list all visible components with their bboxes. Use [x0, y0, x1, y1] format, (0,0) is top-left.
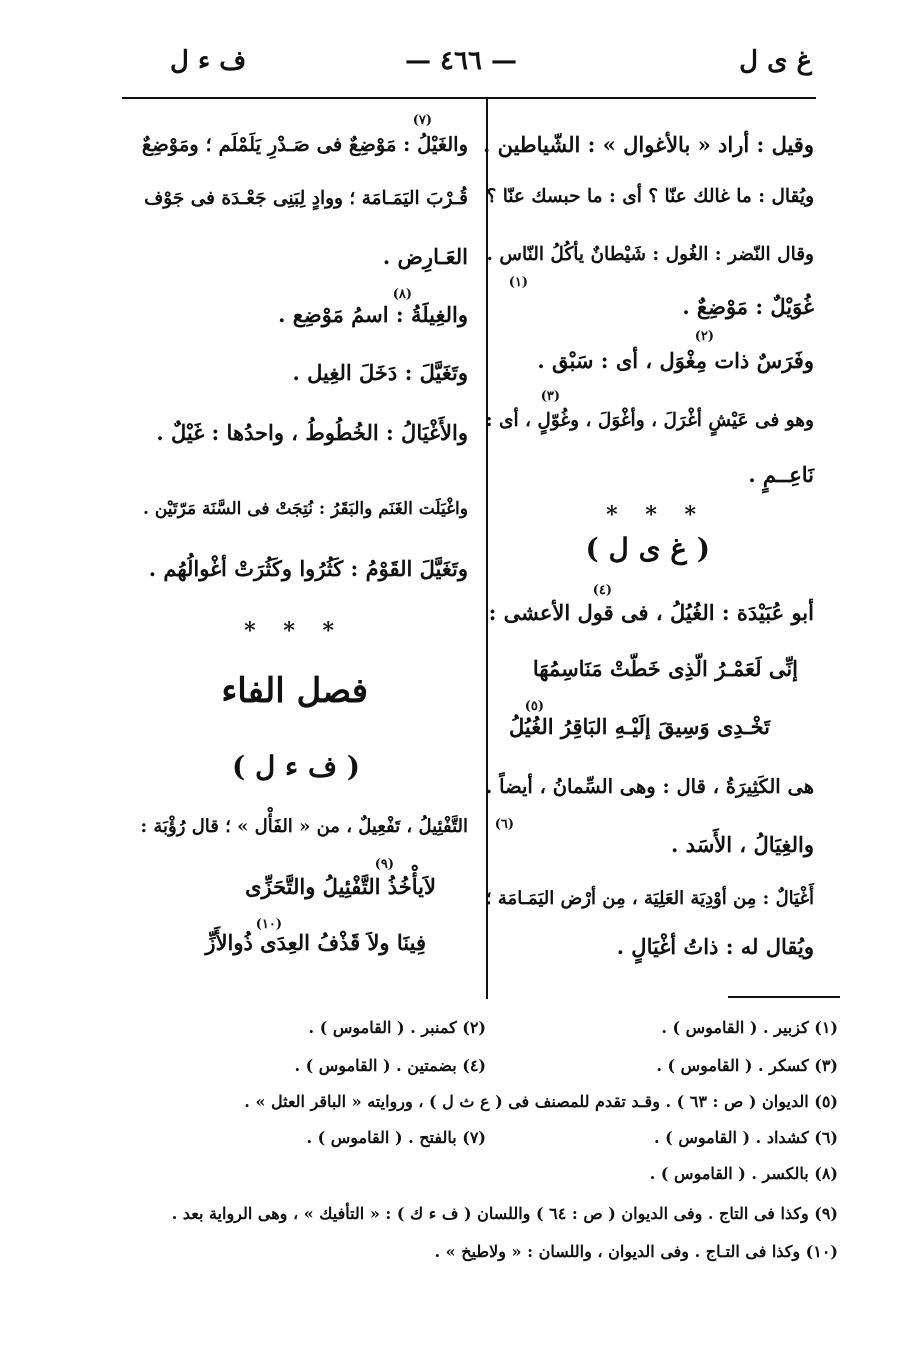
section-separator: * * * [244, 618, 344, 644]
entry-line: وفَرَسٌ ذات مِغْوَل ، أى : سَبْق . [537, 348, 814, 373]
footnote-marker: (٧) [412, 113, 432, 128]
footnote: (٣) كسكر . ( القاموس ) . [656, 1056, 838, 1075]
footnote-marker: (١٠) [255, 917, 282, 932]
entry-line: نَاعِــمٍ . [748, 462, 814, 487]
header-root-right: غ ى ل [739, 46, 812, 76]
header-rule [122, 97, 816, 99]
entry-line: ويُقال له : ذاتُ أغْيَالٍ . [616, 934, 814, 959]
entry-line: والغِيلَةُ : اسمُ مَوْضِع . [278, 302, 468, 327]
footnote-marker: (٢) [694, 329, 714, 344]
entry-line: وقيل : أراد « بالأغوال » : الشّياطين . [482, 132, 814, 157]
entry-line: ويُقال : ما غالك عنّا ؟ أى : ما حبسك عنّا ؟ [486, 186, 814, 207]
footnote: (٧) بالفتح . ( القاموس ) . [306, 1128, 486, 1147]
footnote: (٨) بالكسر . ( القاموس ) . [649, 1164, 838, 1183]
entry-line: هى الكَثِيرَةُ ، قال : وهى السِّمانُ ، أيضاً . [485, 775, 814, 798]
footnote-marker: (٥) [524, 699, 544, 714]
footnote-rule [728, 996, 840, 998]
entry-line: وقال النّضر : الغُول : شَيْطانٌ يأكُلُ النّاس . [486, 244, 814, 265]
footnote-marker: (٤) [592, 583, 612, 598]
footnote: (١) كزبير . ( القاموس ) . [661, 1018, 838, 1037]
poem-hemistich: إنِّى لَعَمْـرُ الّذِى خَطّتْ مَنَاسِمُهَا [532, 656, 798, 681]
footnote: (٥) الديوان ( ص : ٦٣ ) . وقـد تقدم للمصنف فى ( ع ث ل ) ، وروايته « الباقر العثل » . [244, 1092, 838, 1111]
entry-line: العَـارِض . [382, 244, 468, 269]
chapter-heading: فصل الفاء [221, 671, 368, 711]
footnote: (٤) بضمتين . ( القاموس ) . [294, 1056, 486, 1075]
poem-hemistich: تَخْـدِى وَسِيقَ إلَيْـهِ البَاقِرُ الغُيُلُ [508, 714, 770, 739]
entry-line: قُـرْبَ اليَمَـامَة ؛ ووادٍ لِبَنِى جَعْـدَة فى جَوْف [144, 188, 468, 209]
entry-line: أبو عُبَيْدَة : الغُيُلُ ، فى قول الأعشى : [488, 600, 814, 625]
root-heading: ( غ ى ل ) [585, 532, 710, 565]
entry-line: والأَغْيَالُ : الخُطُوطُ ، واحدُها : غَيْلٌ . [156, 420, 468, 445]
entry-line: والغَيْلُ : مَوْضِعٌ فى صَـدْرِ يَلَمْلَم ؛ ومَوْضِعٌ [141, 133, 468, 156]
entry-line: غُوَيْلٌ : مَوْضِعٌ . [682, 294, 814, 319]
footnote: (١٠) وكذا فى التـاج . وفى الديوان ، واللسان : « ولاطيخ » . [434, 1242, 838, 1261]
section-separator: * * * [606, 502, 706, 528]
entry-line: أَغْيَالٌ : مِن أوْدِيَة العَلِيَة ، مِن أرْض اليَمَـامَة ؛ [485, 888, 814, 909]
footnote-marker: (٩) [374, 857, 394, 872]
footnote: (٦) كشداد . ( القاموس ) . [654, 1128, 838, 1147]
root-heading: ( ف ء ل ) [231, 750, 360, 783]
footnote-marker: (٣) [540, 389, 560, 404]
entry-line: وهو فى عَيْشٍ أغْرَلَ ، وأغْوَلَ ، وغُوّلٍ ، أى : [485, 410, 814, 431]
entry-line: والغِيَالُ ، الأَسَد . [671, 832, 814, 857]
column-divider [486, 97, 488, 999]
entry-line: واغْيَلَت الغَنَم والبَقَرُ : نُتِجَتْ فى السَّنَة مَرّتَيْن . [142, 499, 468, 519]
header-root-left: ف ء ل [170, 46, 247, 76]
footnote-marker: (١) [508, 275, 528, 290]
footnote: (٩) وكذا فى التاج . وفى الديوان ( ص : ٦٤ ) واللسان ( ف ء ك ) : « التأفيك » ، وهى الرواية بعد . [171, 1204, 838, 1223]
poem-hemistich: لاَيأْخُذُ التَّفْئِيلُ والتَّحَزِّى [245, 874, 436, 899]
entry-line: وتَغَيَّلَ : دَخَلَ الغِيل . [292, 360, 468, 385]
page-number: — ٤٦٦ — [404, 46, 518, 76]
footnote-marker: (٦) [494, 817, 514, 832]
footnote-marker: (٨) [392, 287, 412, 302]
entry-line: التَّفْئِيلُ ، تَفْعِيلٌ ، من « الفَأْل » ؛ قال رُؤْبَة : [140, 816, 468, 837]
footnote: (٢) كمنبر . ( القاموس ) . [308, 1018, 486, 1037]
poem-hemistich: فِينَا ولاَ قَذْفُ العِدَى ذُوالأَزِّ [205, 930, 426, 955]
entry-line: وتَغَيَّلَ القَوْمُ : كَثُرُوا وكَثُرَتْ أغْوالُهُم . [148, 556, 468, 581]
